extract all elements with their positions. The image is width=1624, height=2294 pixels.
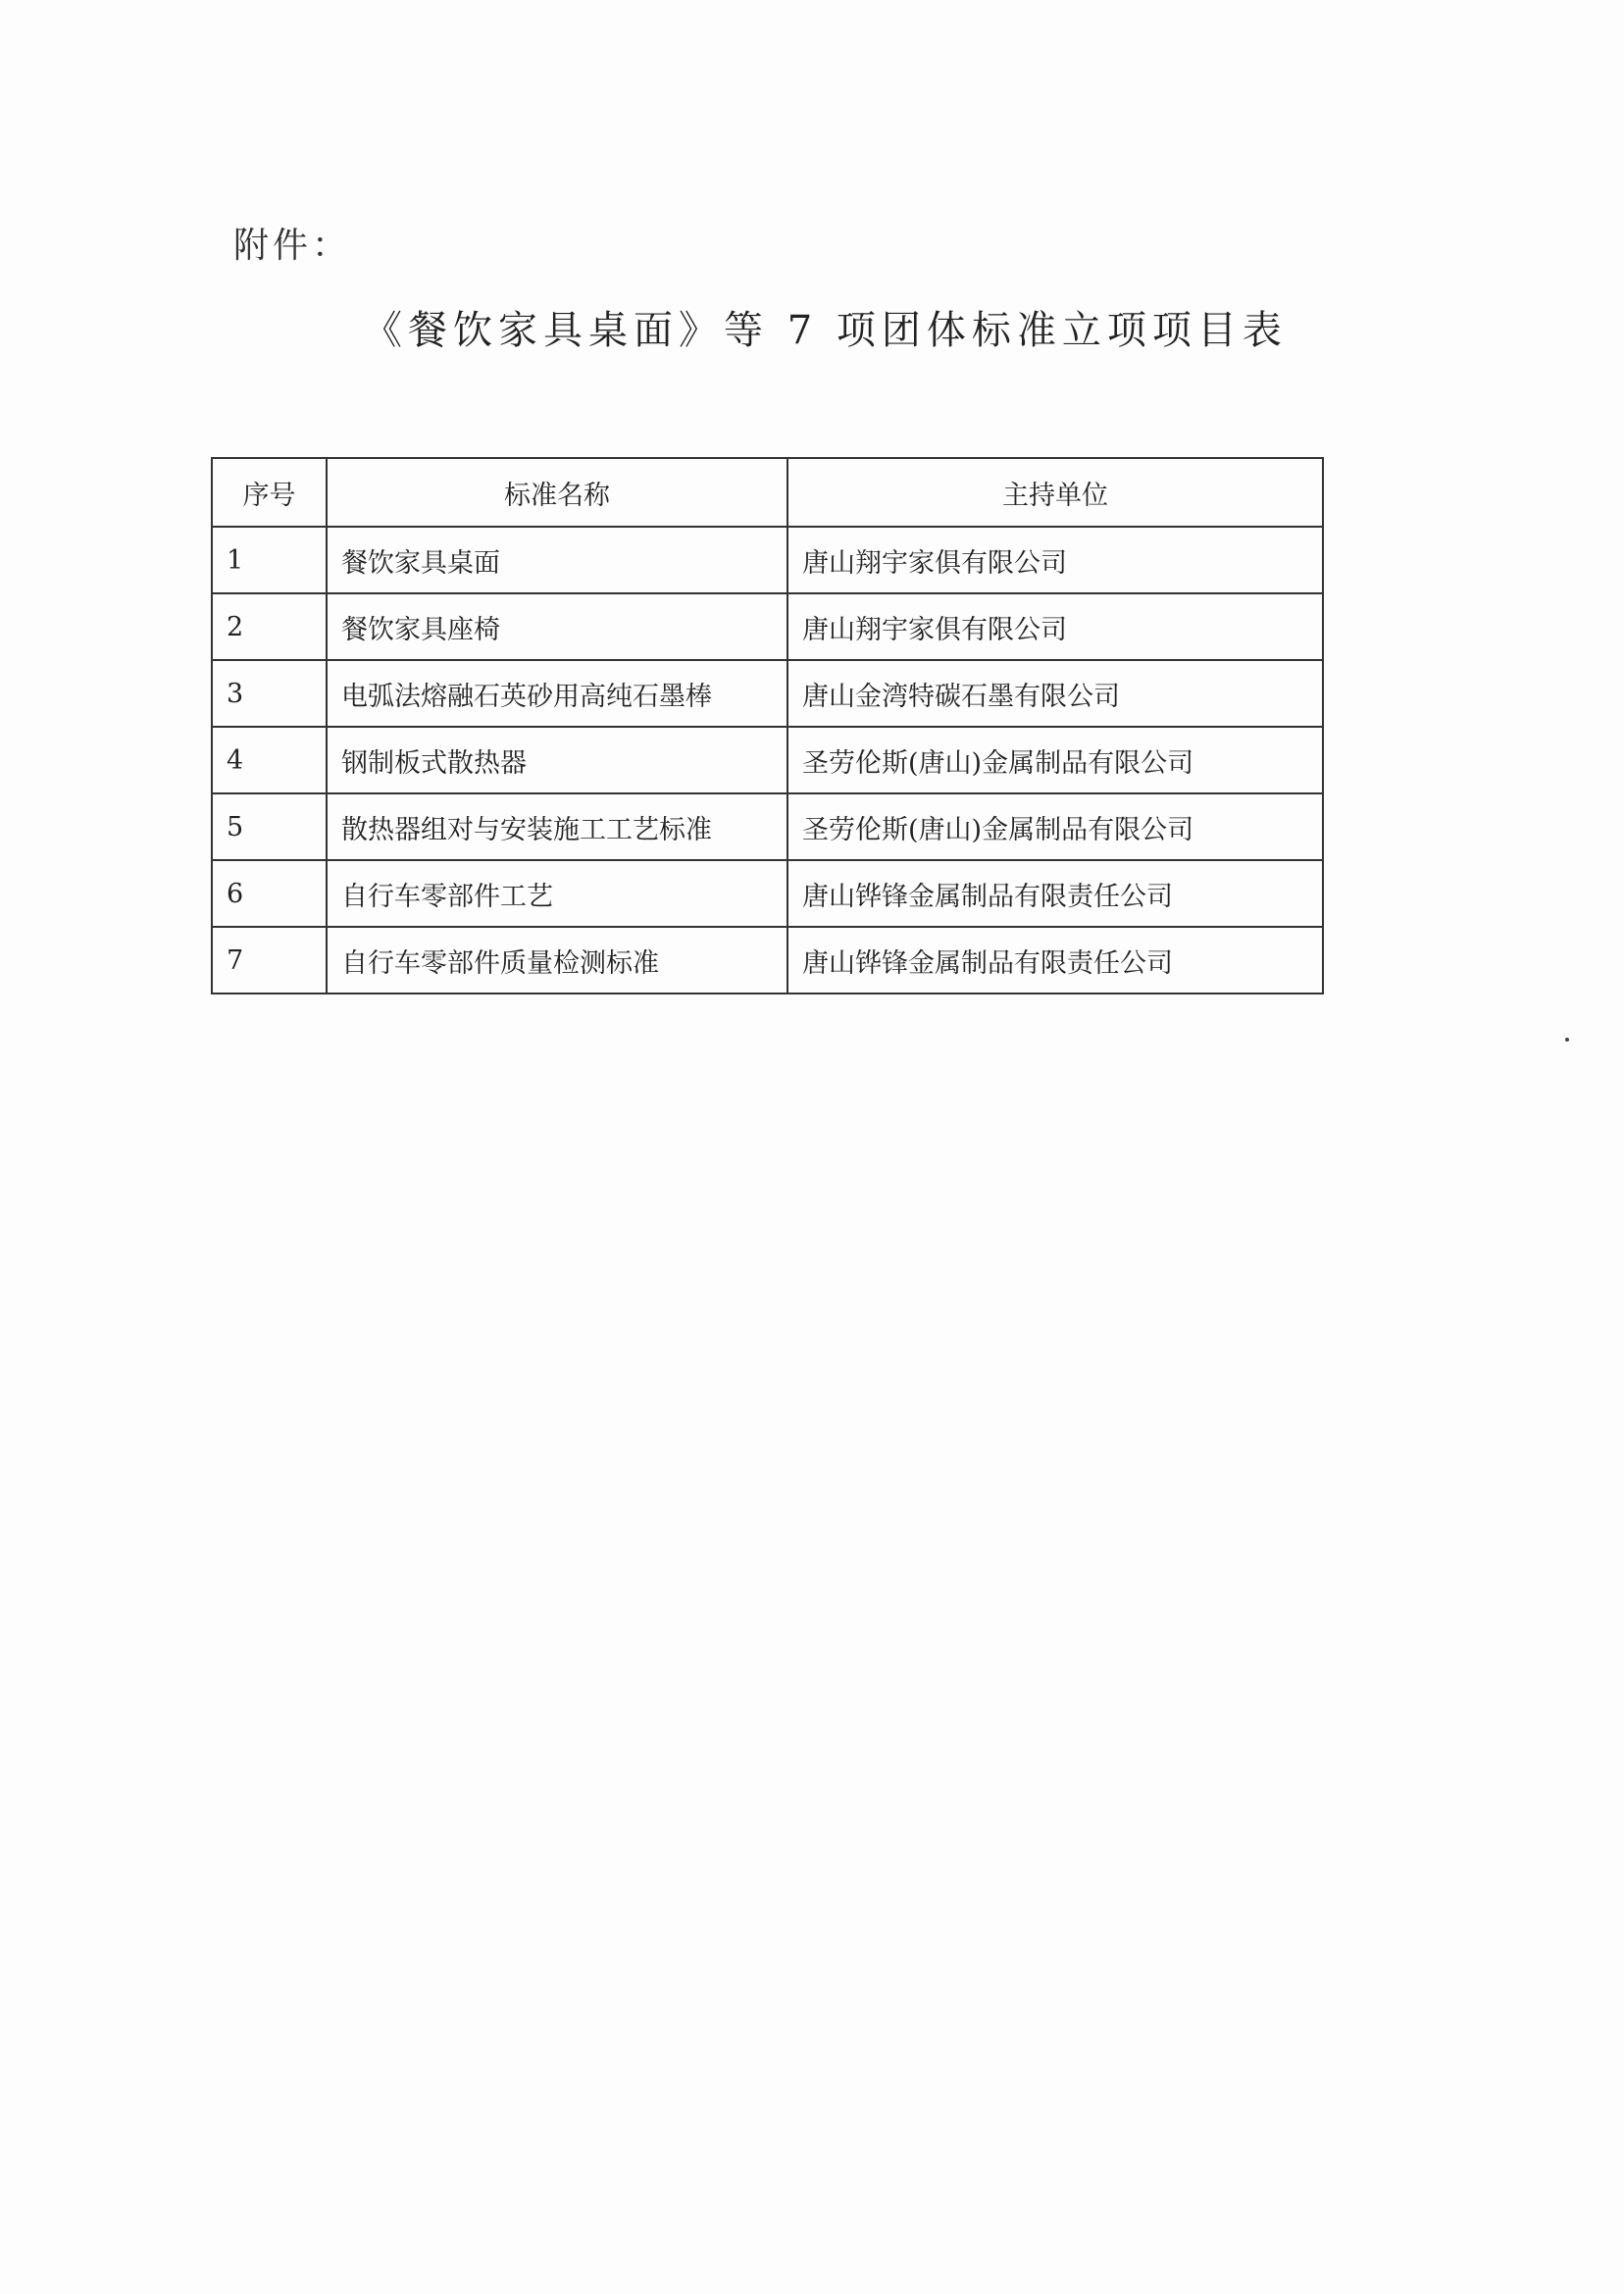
row-standard-name: 自行车零部件工艺	[327, 860, 787, 927]
row-no: 3	[212, 660, 327, 727]
attachment-label: 附件：	[233, 226, 352, 266]
table-header-row	[212, 458, 1323, 527]
row-standard-name: 餐饮家具座椅	[327, 593, 787, 660]
row-no: 6	[212, 860, 327, 927]
table-row	[212, 660, 1323, 727]
row-no: 5	[212, 793, 327, 860]
row-host-org: 唐山翔宇家俱有限公司	[787, 593, 1323, 660]
row-host-org: 圣劳伦斯(唐山)金属制品有限公司	[787, 727, 1323, 793]
row-no: 2	[212, 593, 327, 660]
document-title: 《餐饮家具桌面》等 7 项团体标准立项项目表	[363, 308, 1288, 353]
table-row	[212, 727, 1323, 793]
header-standard-name: 标准名称	[327, 458, 787, 527]
row-host-org: 唐山金湾特碳石墨有限公司	[787, 660, 1323, 727]
row-standard-name: 散热器组对与安装施工工艺标准	[327, 793, 787, 860]
header-host-org: 主持单位	[787, 458, 1323, 527]
row-standard-name: 自行车零部件质量检测标准	[327, 927, 787, 994]
table-row	[212, 527, 1323, 593]
row-host-org: 唐山翔宇家俱有限公司	[787, 527, 1323, 593]
row-no: 4	[212, 727, 327, 793]
row-no: 7	[212, 927, 327, 994]
row-no: 1	[212, 527, 327, 593]
table-row	[212, 593, 1323, 660]
table-row	[212, 793, 1323, 860]
row-standard-name: 电弧法熔融石英砂用高纯石墨棒	[327, 660, 787, 727]
row-standard-name: 钢制板式散热器	[327, 727, 787, 793]
header-no: 序号	[212, 458, 327, 527]
scan-speck	[1565, 1038, 1569, 1042]
table-row	[212, 927, 1323, 994]
project-table	[211, 457, 1324, 994]
table-row	[212, 860, 1323, 927]
row-host-org: 唐山铧锋金属制品有限责任公司	[787, 927, 1323, 994]
row-standard-name: 餐饮家具桌面	[327, 527, 787, 593]
row-host-org: 圣劳伦斯(唐山)金属制品有限公司	[787, 793, 1323, 860]
row-host-org: 唐山铧锋金属制品有限责任公司	[787, 860, 1323, 927]
